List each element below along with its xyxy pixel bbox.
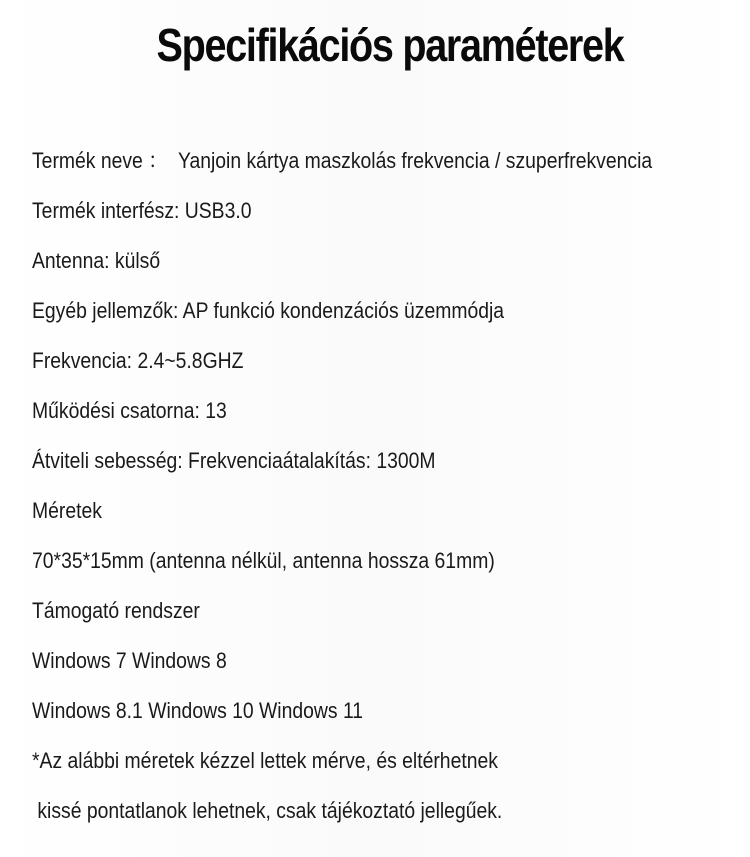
spec-line-product-name: Termék neve ： Yanjoin kártya maszkolás frekvencia / szuperfrekvencia [32,148,653,173]
spec-line-os-windows-8-1-10-11: Windows 8.1 Windows 10 Windows 11 [32,698,364,723]
spec-line-note-2: kissé pontatlanok lehetnek, csak tájékoztató jellegűek. [32,798,503,823]
spec-line-dimensions-heading: Méretek [32,498,102,523]
page-title: Specifikációs paraméterek [156,19,624,71]
spec-list [32,146,737,846]
spec-line-features: Egyéb jellemzők: AP funkció kondenzációs üzemmódja [32,298,505,323]
spec-line-frequency: Frekvencia: 2.4~5.8GHZ [32,348,244,373]
spec-line-os-windows-7-8: Windows 7 Windows 8 [32,648,227,673]
spec-line-channel: Működési csatorna: 13 [32,398,227,423]
spec-line-dimensions-value: 70*35*15mm (antenna nélkül, antenna hossza 61mm) [32,548,495,573]
spec-line-speed: Átviteli sebesség: Frekvenciaátalakítás: 1300M [32,448,436,473]
spec-line-note-1: *Az alábbi méretek kézzel lettek mérve, és eltérhetnek [32,748,498,773]
spec-line-interface: Termék interfész: USB3.0 [32,198,252,223]
spec-line-os-heading: Támogató rendszer [32,598,200,623]
spec-line-antenna: Antenna: külső [32,248,161,273]
